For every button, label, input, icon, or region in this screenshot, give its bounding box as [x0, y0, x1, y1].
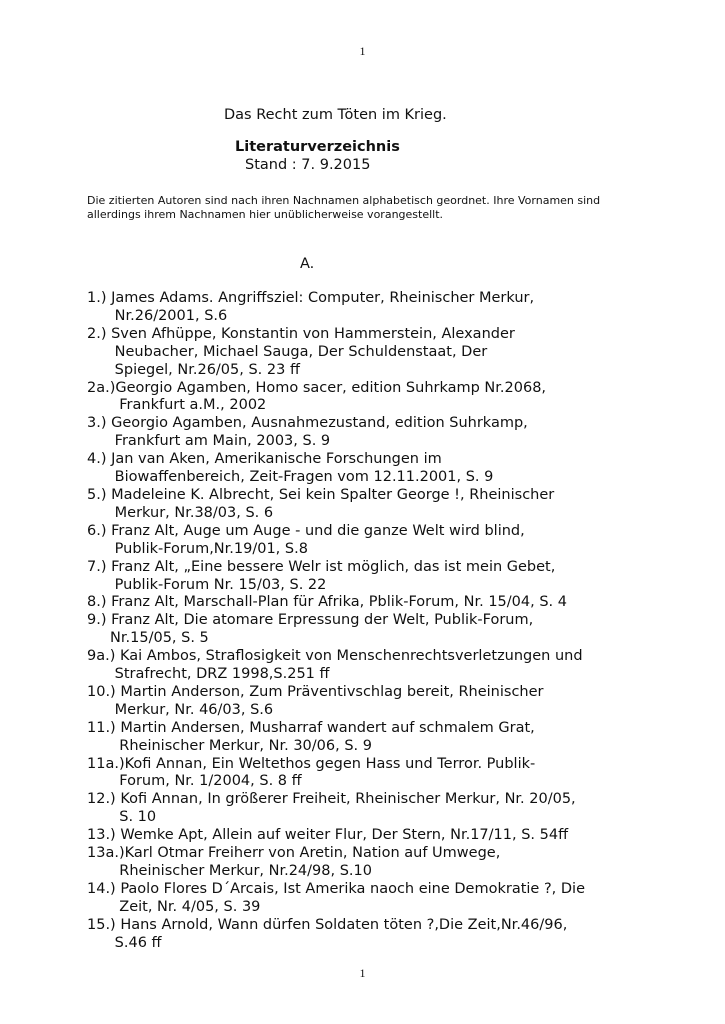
document-title: Das Recht zum Töten im Krieg.	[224, 107, 447, 123]
page-number-bottom: 1	[359, 966, 366, 980]
reference-line: Neubacher, Michael Sauga, Der Schuldenstaat, Der	[87, 343, 488, 360]
reference-line: Merkur, Nr. 46/03, S.6	[87, 701, 274, 718]
reference-line: 5.) Madeleine K. Albrecht, Sei kein Spalter George !, Rheinischer	[87, 486, 555, 503]
reference-line: Rheinischer Merkur, Nr.24/98, S.10	[87, 863, 372, 879]
reference-line: 7.) Franz Alt, „Eine bessere Welr ist möglich, das ist mein Gebet,	[87, 558, 556, 575]
reference-line: Biowaffenbereich, Zeit-Fragen vom 12.11.2001, S. 9	[87, 469, 494, 486]
reference-line: 2a.)Georgio Agamben, Homo sacer, edition Suhrkamp Nr.2068,	[87, 379, 547, 396]
reference-line: Spiegel, Nr.26/05, S. 23 ff	[87, 361, 300, 378]
reference-line: Frankfurt am Main, 2003, S. 9	[87, 433, 331, 450]
section-heading: Literaturverzeichnis	[235, 139, 400, 155]
reference-line: Zeit, Nr. 4/05, S. 39	[87, 898, 261, 915]
reference-line: 13a.)Karl Otmar Freiherr von Aretin, Nation auf Umwege,	[87, 845, 501, 862]
reference-line: S.46 ff	[87, 934, 162, 951]
reference-line: Forum, Nr. 1/2004, S. 8 ff	[87, 773, 302, 790]
reference-line: 4.) Jan van Aken, Amerikanische Forschungen im	[87, 451, 442, 468]
reference-line: 11.) Martin Andersen, Musharraf wandert auf schmalem Grat,	[87, 719, 535, 736]
reference-line: 10.) Martin Anderson, Zum Präventivschlag bereit, Rheinischer	[87, 683, 544, 700]
reference-line: Publik-Forum,Nr.19/01, S.8	[87, 540, 308, 557]
stand-date: Stand : 7. 9.2015	[245, 157, 371, 173]
section-letter: A.	[300, 256, 315, 272]
reference-line: 1.) James Adams. Angriffsziel: Computer, Rheinischer Merkur,	[87, 290, 535, 306]
reference-line: Strafrecht, DRZ 1998,S.251 ff	[87, 666, 330, 683]
reference-list	[87, 290, 707, 953]
reference-line: Rheinischer Merkur, Nr. 30/06, S. 9	[87, 737, 372, 754]
reference-line: 12.) Kofi Annan, In größerer Freiheit, Rheinischer Merkur, Nr. 20/05,	[87, 791, 576, 808]
reference-line: Frankfurt a.M., 2002	[87, 397, 267, 414]
reference-line: 13.) Wemke Apt, Allein auf weiter Flur, Der Stern, Nr.17/11, S. 54ff	[87, 827, 569, 844]
reference-line: Merkur, Nr.38/03, S. 6	[87, 504, 274, 521]
reference-line: Publik-Forum Nr. 15/03, S. 22	[87, 576, 327, 593]
reference-line: 9.) Franz Alt, Die atomare Erpressung der Welt, Publik-Forum,	[87, 612, 534, 629]
reference-line: 8.) Franz Alt, Marschall-Plan für Afrika, Pblik-Forum, Nr. 15/04, S. 4	[87, 594, 567, 611]
reference-line: 11a.)Kofi Annan, Ein Weltethos gegen Hass und Terror. Publik-	[87, 755, 536, 772]
reference-line: Nr.26/2001, S.6	[87, 307, 228, 324]
reference-line: S. 10	[87, 809, 157, 826]
reference-line: 9a.) Kai Ambos, Straflosigkeit von Menschenrechtsverletzungen und	[87, 648, 583, 665]
reference-line: 6.) Franz Alt, Auge um Auge - und die ganze Welt wird blind,	[87, 522, 525, 539]
reference-line: 14.) Paolo Flores D´Arcais, Ist Amerika naoch eine Demokratie ?, Die	[87, 880, 585, 897]
reference-line: Nr.15/05, S. 5	[87, 630, 209, 647]
intro-paragraph: Die zitierten Autoren sind nach ihren Nachnamen alphabetisch geordnet. Ihre Vornamen sind allerdings ihrem Nachnamen hier unüblicherweise vorangestellt.	[87, 194, 601, 221]
page-number-top: 1	[359, 44, 366, 58]
reference-line: 3.) Georgio Agamben, Ausnahmezustand, edition Suhrkamp,	[87, 415, 528, 432]
reference-line: 15.) Hans Arnold, Wann dürfen Soldaten töten ?,Die Zeit,Nr.46/96,	[87, 916, 568, 933]
reference-line: 2.) Sven Afhüppe, Konstantin von Hammerstein, Alexander	[87, 325, 515, 342]
